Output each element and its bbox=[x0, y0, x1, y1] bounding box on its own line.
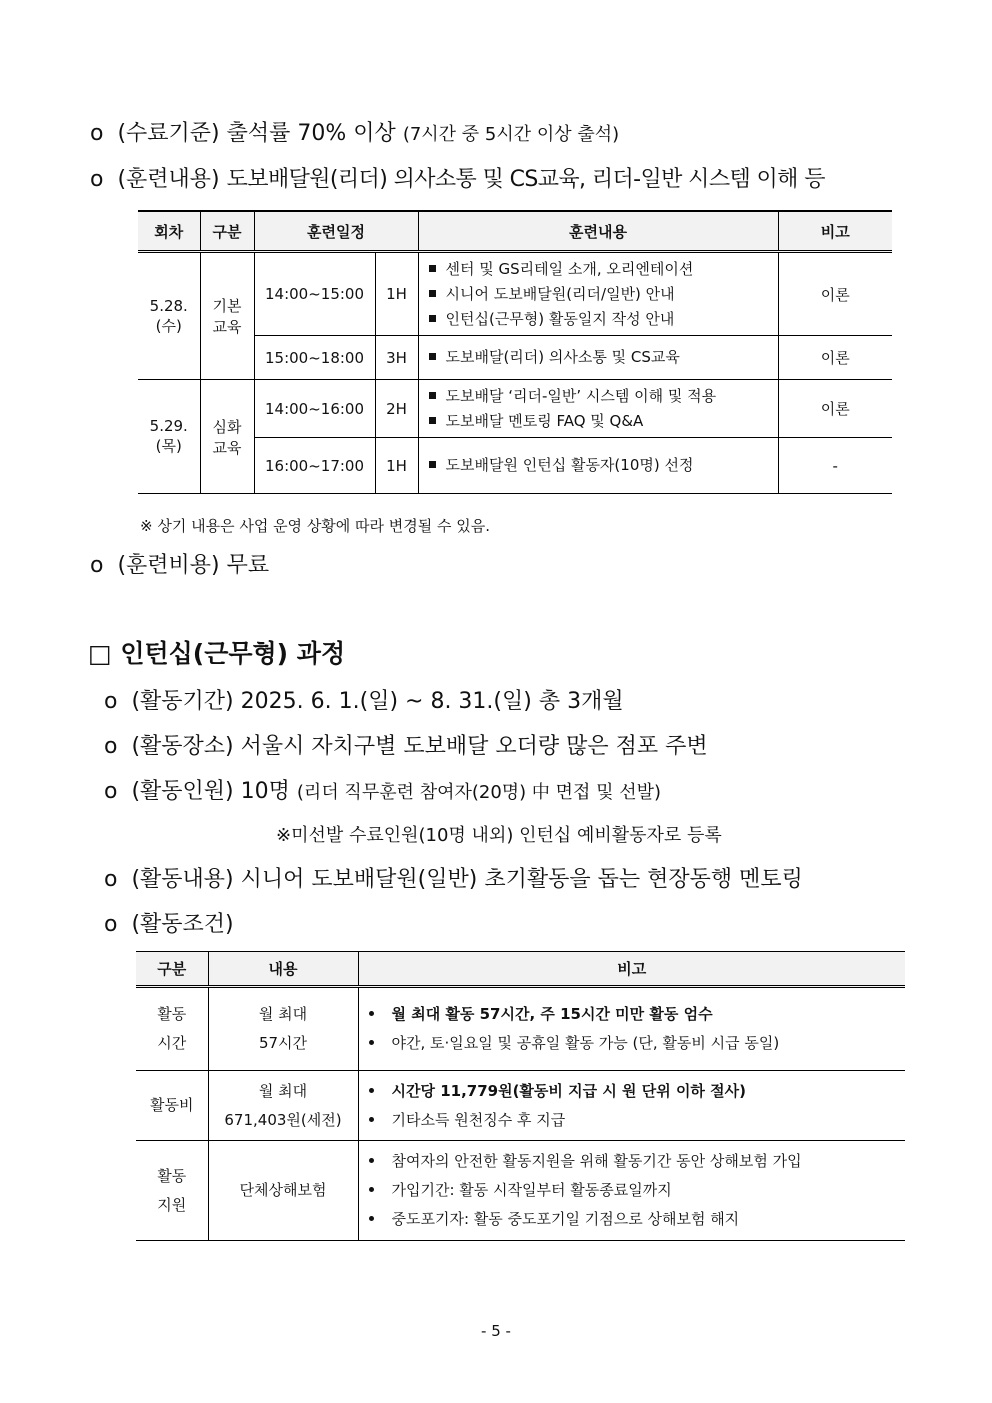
bullet-dot-icon bbox=[369, 1040, 374, 1045]
bullet-dot-icon bbox=[369, 1216, 374, 1221]
page-number: - 5 - bbox=[481, 1322, 511, 1340]
table-row bbox=[138, 380, 892, 438]
time-cell: 16:00~17:00 bbox=[254, 438, 375, 494]
period-text: 2025. 6. 1.(일) ~ 8. 31.(일) 총 3개월 bbox=[240, 689, 624, 714]
table-note: ※ 상기 내용은 사업 운영 상황에 따라 변경될 수 있음. bbox=[140, 517, 491, 535]
square-bullet-icon bbox=[429, 290, 436, 297]
table-row bbox=[136, 1141, 905, 1241]
note-cell: 참여자의 안전한 활동지원을 위해 활동기간 동안 상해보험 가입 가입기간: 활동 시작일부터 활동종료일까지 중도포기자: 활동 중도포기일 기점으로 상해보험 해지 bbox=[358, 1141, 905, 1241]
note-cell: 이론 bbox=[778, 380, 892, 438]
header-category: 구분 bbox=[136, 952, 208, 987]
bullet-marker: o bbox=[104, 734, 118, 759]
bullet-marker: o bbox=[104, 689, 118, 714]
hours-cell: 3H bbox=[375, 336, 418, 380]
table-header-row bbox=[136, 952, 905, 987]
header-schedule: 훈련일정 bbox=[254, 211, 418, 252]
category-cell: 심화 교육 bbox=[200, 380, 254, 494]
completion-text: 출석률 70% 이상 bbox=[226, 121, 396, 146]
category-cell: 활동 시간 bbox=[157, 1005, 187, 1052]
section-title bbox=[88, 634, 345, 670]
table-row bbox=[136, 1071, 905, 1141]
bullet-dot-icon bbox=[369, 1158, 374, 1163]
completion-criteria bbox=[90, 116, 619, 147]
completion-sub: (7시간 중 5시간 이상 출석) bbox=[402, 124, 620, 145]
training-label: (훈련내용) bbox=[117, 167, 220, 192]
cost-text: 무료 bbox=[226, 553, 270, 578]
bullet-marker: o bbox=[104, 867, 118, 892]
bullet-dot-icon bbox=[369, 1011, 374, 1016]
bullet-marker: o bbox=[104, 912, 118, 937]
header-content: 훈련내용 bbox=[418, 211, 778, 252]
square-bullet-icon bbox=[429, 417, 436, 424]
square-bullet-icon bbox=[429, 353, 436, 360]
content-cell: 단체상해보험 bbox=[208, 1141, 358, 1241]
header-note: 비고 bbox=[358, 952, 905, 987]
checkbox-square-icon: □ bbox=[88, 639, 112, 668]
header-category: 구분 bbox=[200, 211, 254, 252]
content-cell: 월 최대 57시간 bbox=[208, 987, 358, 1071]
note-cell: 월 최대 활동 57시간, 주 15시간 미만 활동 엄수 야간, 토·일요일 및 공휴일 활동 가능 (단, 활동비 시급 동일) bbox=[358, 987, 905, 1071]
hours-cell: 1H bbox=[375, 438, 418, 494]
hours-cell: 1H bbox=[375, 252, 418, 336]
people-label: (활동인원) bbox=[131, 779, 234, 804]
table-row bbox=[138, 252, 892, 336]
content-cell: 도보배달(리더) 의사소통 및 CS교육 bbox=[418, 336, 778, 380]
header-content: 내용 bbox=[208, 952, 358, 987]
activity-content bbox=[104, 862, 803, 893]
note-cell: 이론 bbox=[778, 336, 892, 380]
category-cell: 활동비 bbox=[136, 1071, 208, 1141]
content-cell: 도보배달 ‘리더-일반’ 시스템 이해 및 적용 도보배달 멘토링 FAQ 및 Q&A bbox=[418, 380, 778, 438]
people-note: ※미선발 수료인원(10명 내외) 인턴십 예비활동자로 등록 bbox=[276, 825, 722, 846]
people-text: 10명 bbox=[240, 779, 290, 804]
time-cell: 15:00~18:00 bbox=[254, 336, 375, 380]
square-bullet-icon bbox=[429, 265, 436, 272]
content-cell: 센터 및 GS리테일 소개, 오리엔테이션 시니어 도보배달원(리더/일반) 안내 인턴십(근무형) 활동일지 작성 안내 bbox=[418, 252, 778, 336]
bullet-marker: o bbox=[90, 121, 104, 146]
time-cell: 14:00~16:00 bbox=[254, 380, 375, 438]
content-cell: 도보배달원 인턴십 활동자(10명) 선정 bbox=[418, 438, 778, 494]
training-cost bbox=[90, 548, 269, 579]
activity-condition bbox=[104, 907, 234, 938]
day-cell: 5.28. (수) bbox=[138, 252, 200, 380]
content-label: (활동내용) bbox=[131, 867, 234, 892]
condition-label: (활동조건) bbox=[131, 912, 234, 937]
header-note: 비고 bbox=[778, 211, 892, 252]
bullet-dot-icon bbox=[369, 1088, 374, 1093]
bullet-dot-icon bbox=[369, 1187, 374, 1192]
period-label: (활동기간) bbox=[131, 689, 234, 714]
content-cell: 월 최대 671,403원(세전) bbox=[208, 1071, 358, 1141]
square-bullet-icon bbox=[429, 392, 436, 399]
day-cell: 5.29. (목) bbox=[138, 380, 200, 494]
category-cell: 활동 지원 bbox=[136, 1141, 208, 1241]
category-cell: 기본 교육 bbox=[200, 252, 254, 380]
place-label: (활동장소) bbox=[131, 734, 234, 759]
note-cell: 시간당 11,779원(활동비 지급 시 원 단위 이하 절사) 기타소득 원천징수 후 지급 bbox=[358, 1071, 905, 1141]
training-text: 도보배달원(리더) 의사소통 및 CS교육, 리더-일반 시스템 이해 등 bbox=[226, 167, 825, 192]
bullet-dot-icon bbox=[369, 1117, 374, 1122]
content-text: 시니어 도보배달원(일반) 초기활동을 돕는 현장동행 멘토링 bbox=[240, 867, 803, 892]
time-cell: 14:00~15:00 bbox=[254, 252, 375, 336]
note-cell: - bbox=[778, 438, 892, 494]
hours-cell: 2H bbox=[375, 380, 418, 438]
completion-label: (수료기준) bbox=[117, 121, 220, 146]
header-session: 회차 bbox=[138, 211, 200, 252]
table-row bbox=[136, 987, 905, 1071]
activity-period bbox=[104, 684, 624, 715]
activity-people bbox=[104, 774, 661, 805]
training-content bbox=[90, 162, 825, 193]
square-bullet-icon bbox=[429, 315, 436, 322]
activity-condition-table bbox=[136, 951, 905, 1241]
table-header-row bbox=[138, 211, 892, 252]
people-sub: (리더 직무훈련 참여자(20명) 中 면접 및 선발) bbox=[296, 782, 662, 803]
place-text: 서울시 자치구별 도보배달 오더량 많은 점포 주변 bbox=[240, 734, 708, 759]
cost-label: (훈련비용) bbox=[117, 553, 220, 578]
note-cell: 이론 bbox=[778, 252, 892, 336]
square-bullet-icon bbox=[429, 461, 436, 468]
bullet-marker: o bbox=[90, 553, 104, 578]
training-schedule-table bbox=[138, 210, 892, 494]
section-title-text: 인턴십(근무형) 과정 bbox=[120, 639, 346, 668]
bullet-marker: o bbox=[104, 779, 118, 804]
activity-place bbox=[104, 729, 708, 760]
bullet-marker: o bbox=[90, 167, 104, 192]
